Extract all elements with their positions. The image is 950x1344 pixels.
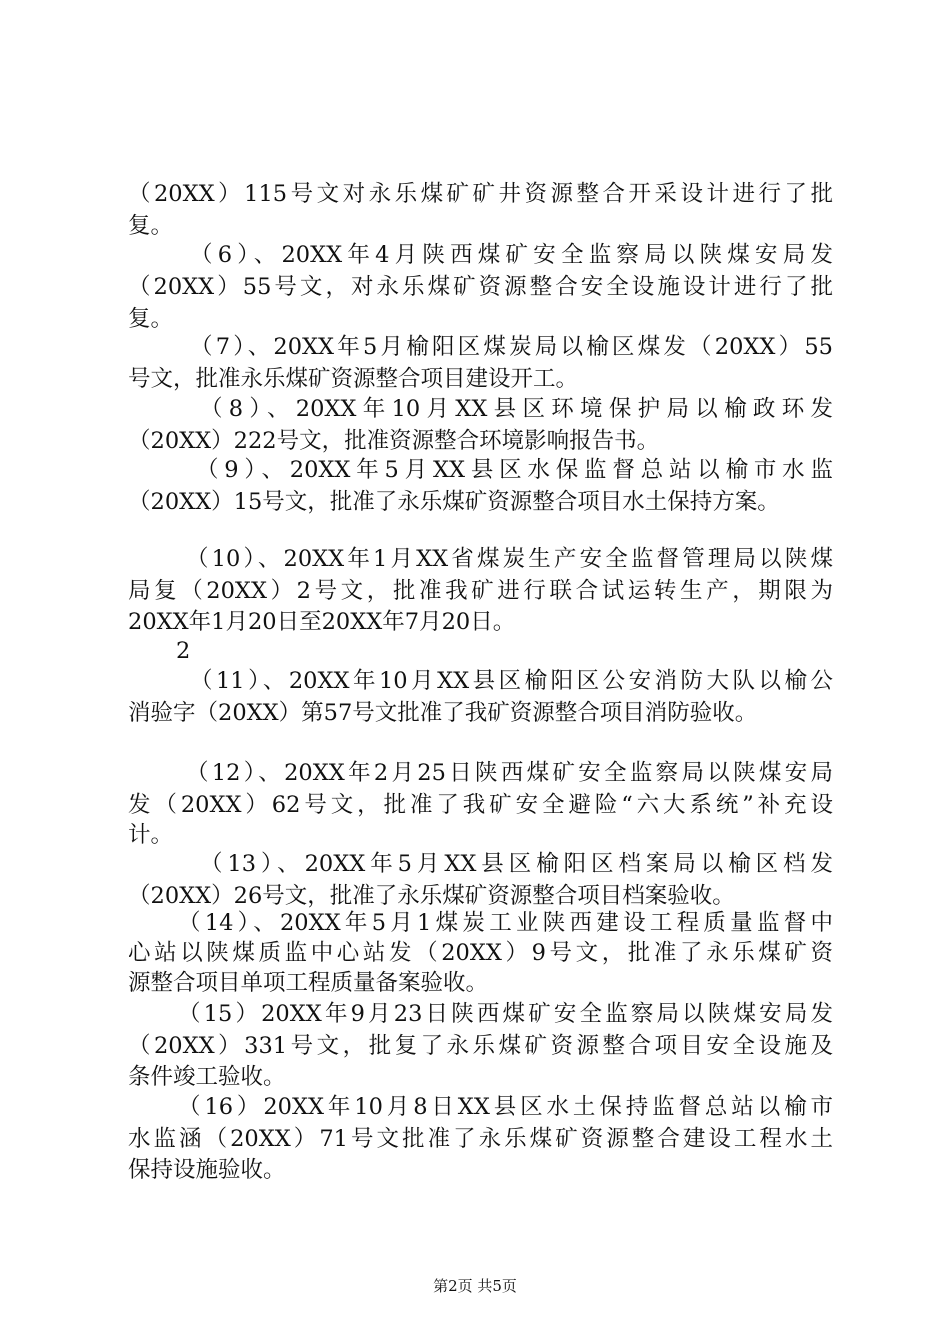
text-line: 心站以陕煤质监中心站发（20XX）9号文，批准了永乐煤矿资 [128,940,833,966]
text-line: 复。 [128,213,174,239]
text-line: 条件竣工验收。 [128,1064,286,1090]
text-line: （16）20XX年10月8日XX县区水土保持监督总站以榆市 [178,1094,833,1120]
text-line: （20XX）115号文对永乐煤矿矿井资源整合开采设计进行了批 [128,181,833,207]
text-line: （20XX）222号文，批准资源整合环境影响报告书。 [128,428,660,454]
text-line: （12）、20XX年2月25日陕西煤矿安全监察局以陕煤安局 [186,760,833,786]
text-line: （20XX）15号文，批准了永乐煤矿资源整合项目水土保持方案。 [128,489,780,515]
text-line: （20XX）331号文，批复了永乐煤矿资源整合项目安全设施及 [128,1033,833,1059]
text-line: （8）、20XX年10月XX县区环境保护局以榆政环发 [200,396,833,422]
text-line: 消验字（20XX）第57号文批准了我矿资源整合项目消防验收。 [128,700,758,726]
text-line: （20XX）26号文，批准了永乐煤矿资源整合项目档案验收。 [128,883,735,909]
text-line: （10）、20XX年1月XX省煤炭生产安全监督管理局以陕煤 [186,546,833,572]
text-line: 保持设施验收。 [128,1157,286,1183]
text-line: 计。 [128,822,174,848]
text-line: （20XX）55号文，对永乐煤矿资源整合安全设施设计进行了批 [128,274,833,300]
text-line: （13）、20XX年5月XX县区榆阳区档案局以榆区档发 [200,851,833,877]
text-line: （7）、20XX年5月榆阳区煤炭局以榆区煤发（20XX）55 [190,334,833,360]
text-line: （11）、20XX年10月XX县区榆阳区公安消防大队以榆公 [190,668,833,694]
text-line: 2 [176,638,191,664]
page-number-footer: 第2页 共5页 [433,1277,517,1295]
text-line: 局复（20XX）2号文，批准我矿进行联合试运转生产，期限为 [128,578,833,604]
text-line: 发（20XX）62号文，批准了我矿安全避险“六大系统”补充设 [128,792,833,818]
text-line: 水监涵（20XX）71号文批准了永乐煤矿资源整合建设工程水土 [128,1126,833,1152]
text-line: 复。 [128,306,174,332]
text-line: （15）20XX年9月23日陕西煤矿安全监察局以陕煤安局发 [178,1001,833,1027]
text-line: 号文，批准永乐煤矿资源整合项目建设开工。 [128,366,579,392]
text-line: 源整合项目单项工程质量备案验收。 [128,970,489,996]
text-line: （14）、20XX年5月1煤炭工业陕西建设工程质量监督中 [178,910,833,936]
text-line: （6）、20XX年4月陕西煤矿安全监察局以陕煤安局发 [190,242,833,268]
text-line: 20XX年1月20日至20XX年7月20日。 [128,609,516,635]
text-line: （9）、20XX年5月XX县区水保监督总站以榆市水监 [196,457,833,483]
